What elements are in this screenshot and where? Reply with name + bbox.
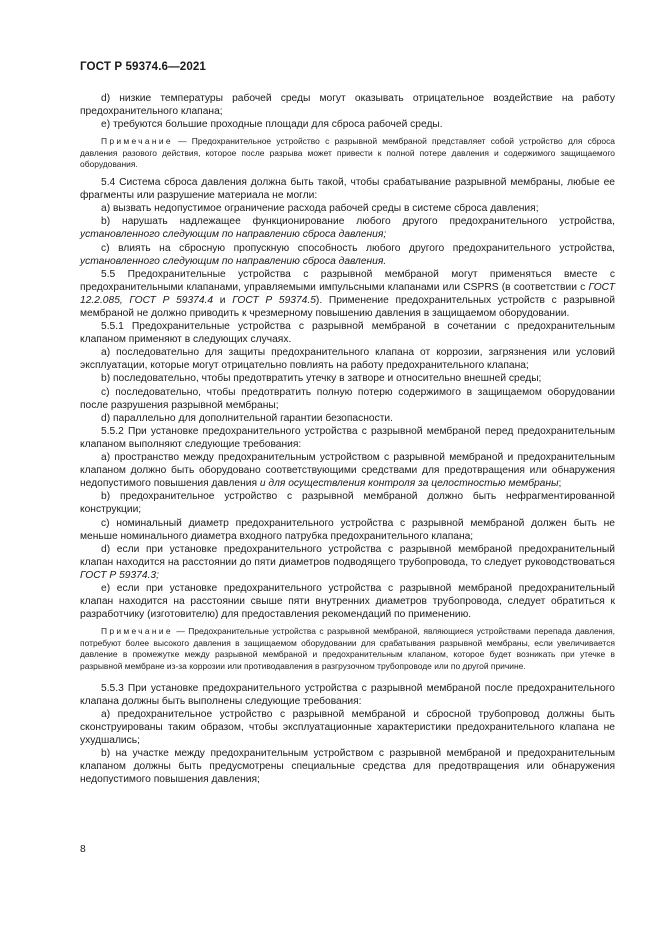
text-paragraph <box>80 176 615 202</box>
italic-text: и для осуществления контроля за целостностью мембраны <box>259 478 559 490</box>
italic-text: установленного следующим по направлению сброса давления; <box>80 229 387 241</box>
page-number: 8 <box>80 844 86 855</box>
text-run: 5.4 Система сброса давления должна быть такой, чтобы срабатывание разрывной мембраны, любые ее фрагменты или разрушение материала не могли: <box>80 177 615 202</box>
text-run: b) предохранительное устройство с разрывной мембраной должно быть нефрагментированной конструкции; <box>80 491 615 516</box>
text-paragraph <box>80 517 615 543</box>
text-run: — Предохранительное устройство с разрывной мембраной представляет собой устройство для сброса давления разового действия, которое после разрыва может привести к полной потере давления и содержимого защищаемого оборудования. <box>80 136 615 170</box>
text-paragraph <box>80 372 615 385</box>
text-run: 5.5.1 Предохранительные устройства с разрывной мембраной в сочетании с предохранительным клапаном применяют в следующих случаях. <box>80 321 615 346</box>
text-run: c) номинальный диаметр предохранительного устройства с разрывной мембраной должен быть не меньше номинального диаметра входного патрубка предохранительного клапана; <box>80 517 615 542</box>
text-run: b) на участке между предохранительным устройством с разрывной мембраной и предохранительным клапаном должны быть предусмотрены специальные средства для предотвращения или обнаружения недопустимого повышения давления; <box>80 748 615 786</box>
text-run: c) последовательно, чтобы предотвратить полную потерю содержимого в защищаемом оборудовании после разрушения разрывной мембраны; <box>80 386 615 411</box>
text-run: a) пространство между предохранительным устройством с разрывной мембраной и предохранительным клапаном должно быть оборудовано соответствующими средствами для предотвращения или обнаружения недопустимого повышения давления <box>80 452 615 490</box>
text-paragraph <box>80 320 615 346</box>
text-run: b) нарушать надлежащее функционирование любого другого предохранительного устройства, <box>101 216 615 228</box>
italic-text: установленного следующим по направлению сброса давления. <box>80 255 387 267</box>
text-paragraph <box>80 543 615 582</box>
note-label: Примечание <box>101 136 173 147</box>
text-paragraph <box>80 412 615 425</box>
text-run: — Предохранительные устройства с разрывной мембраной, являющиеся устройствами перепада давления, потребуют более высокого давления в защищаемом оборудовании для срабатывания разрывной мембраны, если увеличивается давление в промежутке между разрывной мембраной и предохранительным клапаном, которое будет возникать при утечке в разрывной мембране из-за коррозии или противодавления в разгрузочном трубопроводе или по другой причине. <box>80 626 615 672</box>
text-run: a) вызвать недопустимое ограничение расхода рабочей среды в системе сброса давления; <box>101 203 539 215</box>
text-paragraph <box>80 268 615 320</box>
italic-text: ГОСТ Р 59374.5 <box>232 294 316 306</box>
text-paragraph <box>80 118 615 131</box>
text-run: 5.5 Предохранительные устройства с разрывной мембраной могут применяться вместе с предохранительными клапанами, управляемыми импульсными клапанами или CSPRS (в соответствии с <box>80 268 615 293</box>
text-run: ; <box>558 478 562 490</box>
note-paragraph <box>80 626 615 672</box>
text-run: 5.5.3 При установке предохранительного устройства с разрывной мембраной после предохранительного клапана должны быть выполнены следующие требования: <box>80 682 615 707</box>
text-run: d) параллельно для дополнительной гарантии безопасности. <box>101 412 394 424</box>
italic-text: ГОСТ Р 59374.3; <box>80 569 159 581</box>
text-run: 5.5.2 При установке предохранительного устройства с разрывной мембраной перед предохранительным клапаном выполняют следующие требования: <box>80 425 615 450</box>
text-paragraph <box>80 682 615 708</box>
text-run: b) последовательно, чтобы предотвратить утечку в затворе и относительно внешней среды; <box>101 373 542 385</box>
text-paragraph <box>80 242 615 268</box>
text-paragraph <box>80 451 615 490</box>
text-paragraph <box>80 747 615 786</box>
text-run: e) требуются большие проходные площади для сброса рабочей среды. <box>101 119 443 131</box>
text-paragraph <box>80 215 615 241</box>
text-paragraph <box>80 386 615 412</box>
text-run: и <box>213 294 233 306</box>
note-label: Примечание <box>101 626 173 637</box>
text-paragraph <box>80 425 615 451</box>
document-body <box>80 92 615 786</box>
text-run: a) последовательно для защиты предохранительного клапана от коррозии, загрязнения или условий эксплуатации, которые могут отрицательно повлиять на работу предохранительного клапана; <box>80 347 615 372</box>
text-paragraph <box>80 92 615 118</box>
text-run: a) предохранительное устройство с разрывной мембраной и сбросной трубопровод должны быть сконструированы таким образом, чтобы эксплуатационные характеристики предохранительного клапана не ухудшались; <box>80 708 615 746</box>
note-paragraph <box>80 136 615 171</box>
text-run: e) если при установке предохранительного устройства с разрывной мембраной предохранительный клапан находится на расстоянии свыше пяти внутренних диаметров трубопровода, следует обратиться к разработчику (изготовителю) для предоставления рекомендаций по применению. <box>80 582 615 621</box>
text-run: d) если при установке предохранительного устройства с разрывной мембраной предохранительный клапан находится на расстоянии до пяти диаметров подводящего трубопровода, то следует руководствоваться <box>80 543 615 568</box>
text-paragraph <box>80 202 615 215</box>
text-run: ). Применение предохранительных устройств с разрывной мембраной не должно приводить к чрезмерному повышению давления в защищаемом оборудовании. <box>80 294 615 319</box>
document-header: ГОСТ Р 59374.6—2021 <box>80 60 206 73</box>
text-paragraph <box>80 346 615 372</box>
text-run: d) низкие температуры рабочей среды могут оказывать отрицательное воздействие на работу предохранительного клапана; <box>80 93 615 118</box>
text-paragraph <box>80 708 615 747</box>
italic-text: ГОСТ 12.2.085, ГОСТ Р 59374.4 <box>80 281 615 306</box>
text-paragraph <box>80 582 615 621</box>
text-run: c) влиять на сбросную пропускную способность любого другого предохранительного устройства, <box>101 242 615 254</box>
text-paragraph <box>80 490 615 516</box>
